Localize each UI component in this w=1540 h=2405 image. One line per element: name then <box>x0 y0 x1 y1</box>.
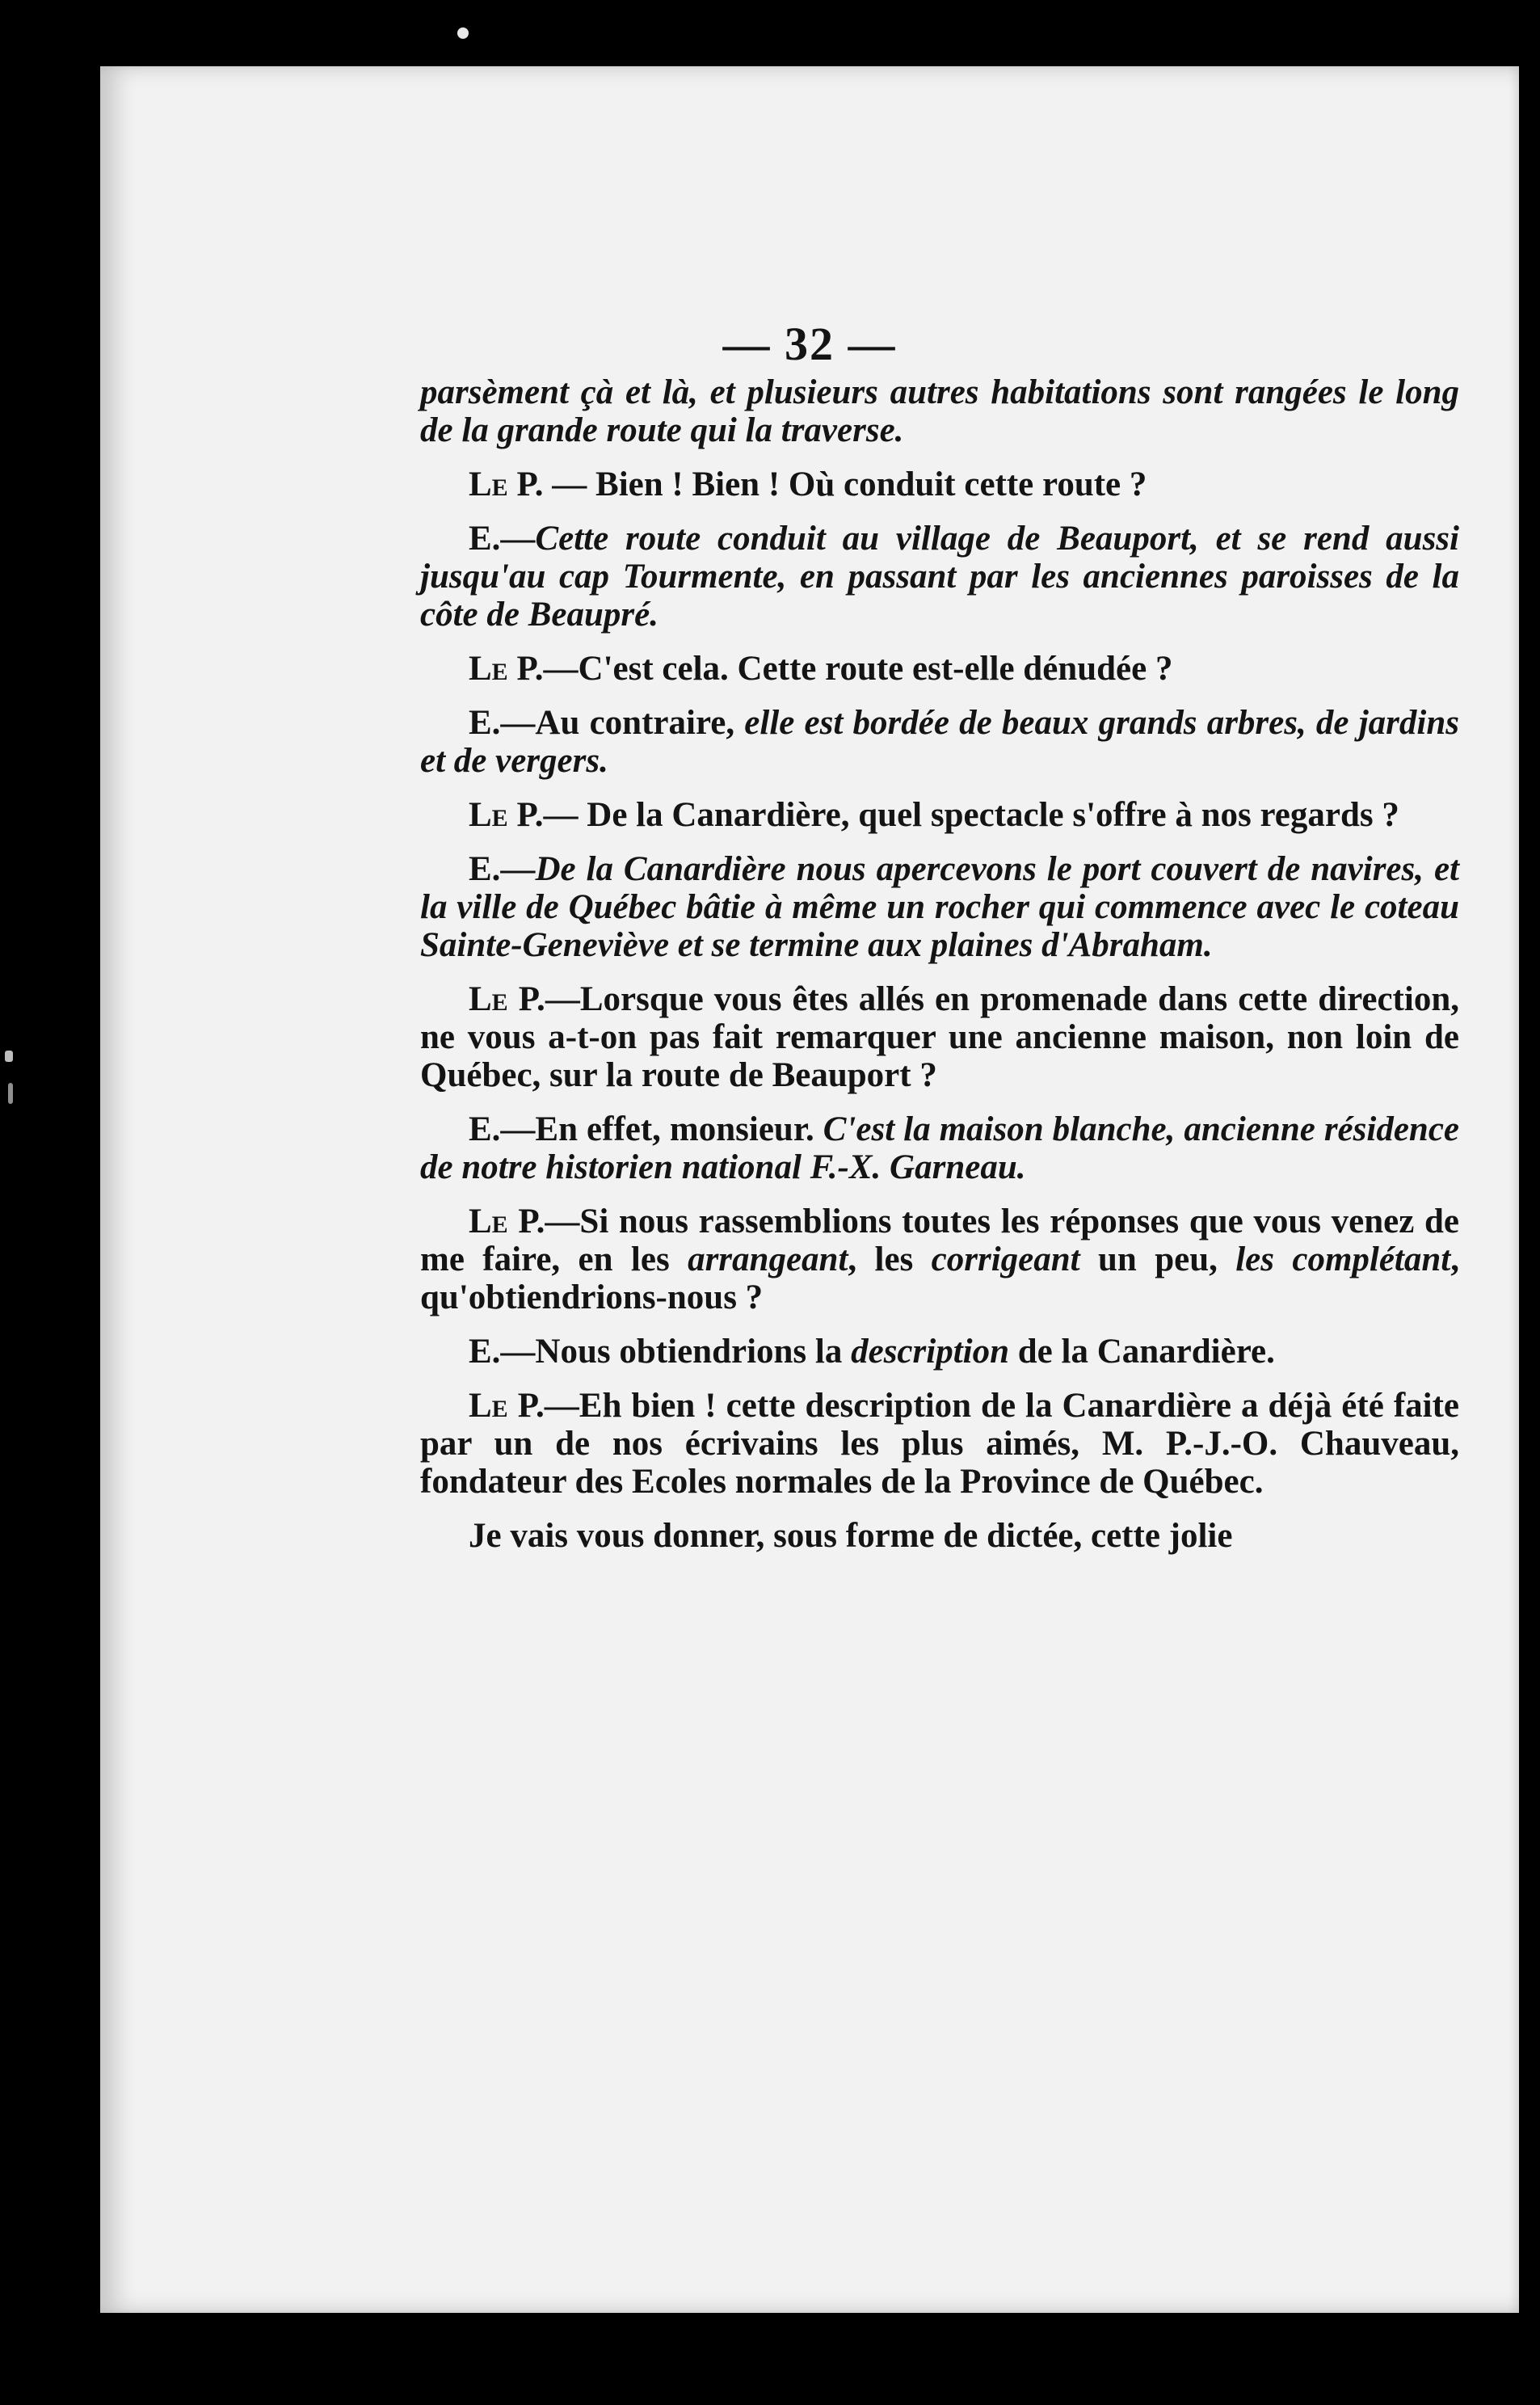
paragraph <box>420 796 1459 834</box>
text-run: , qu'obtiendrions-nous ? <box>420 1240 1459 1316</box>
text-run: —Eh bien ! cette description de la Canardière a déjà été faite par un de nos écrivains les plus aimés, M. P.-J.-O. Chauveau, fondateur des Ecoles normales de la Province de Québec. <box>420 1387 1459 1501</box>
text-run: E.—Nous obtiendrions la <box>469 1333 852 1371</box>
speaker-label: Le P. <box>469 980 545 1018</box>
italic-text: C'est la maison blanche, ancienne résidence de notre historien national F.-X. Garneau. <box>420 1110 1459 1186</box>
italic-text: parsèment çà et là, et plusieurs autres habitations sont rangées le long de la grande route qui la traverse. <box>420 373 1459 449</box>
italic-text: De la Canardière nous apercevons le port couvert de navires, et la ville de Québec bâtie à même un rocher qui commence avec le coteau Sainte-Geneviève et se termine aux plaines d'Abraham. <box>420 850 1459 964</box>
paragraph <box>420 980 1459 1094</box>
page-text <box>420 373 1459 1571</box>
text-run: — Bien ! Bien ! Où conduit cette route ? <box>543 465 1147 503</box>
paragraph <box>420 650 1459 688</box>
paragraph <box>420 465 1459 503</box>
paragraph <box>420 373 1459 449</box>
italic-text: arrangeant <box>688 1240 848 1278</box>
text-run: E.— <box>469 850 536 888</box>
scan-speck <box>5 1051 13 1062</box>
speaker-label: Le P. <box>469 465 544 503</box>
speaker-label: Le P. <box>469 650 544 688</box>
text-run: —Si nous rassemblions toutes les réponses que vous venez de me faire, en les <box>420 1202 1459 1278</box>
scan-speck <box>8 1083 13 1104</box>
italic-text: les complétant <box>1235 1240 1451 1278</box>
text-run: de la Canardière. <box>1009 1333 1275 1371</box>
italic-text: elle est bordée de beaux grands arbres, de jardins et de vergers. <box>420 704 1459 780</box>
italic-text: corrigeant <box>931 1240 1080 1278</box>
text-run: , les <box>848 1240 932 1278</box>
paragraph <box>420 704 1459 780</box>
text-run: E.—Au contraire, <box>469 704 745 742</box>
text-run: E.—En effet, monsieur. <box>469 1110 823 1148</box>
paragraph <box>420 1517 1459 1555</box>
scan-speck <box>457 27 469 39</box>
italic-text: description <box>851 1333 1010 1371</box>
text-run: — De la Canardière, quel spectacle s'offre à nos regards ? <box>543 796 1399 834</box>
text-run: E.— <box>469 520 536 558</box>
italic-text: Cette route conduit au village de Beauport, et se rend aussi jusqu'au cap Tourmente, en passant par les anciennes paroisses de la côte de Beaupré. <box>420 520 1459 634</box>
speaker-label: Le P. <box>469 796 544 834</box>
text-run: Je vais vous donner, sous forme de dictée, cette jolie <box>469 1517 1233 1555</box>
paragraph <box>420 850 1459 964</box>
paragraph <box>420 1202 1459 1316</box>
paragraph <box>420 1387 1459 1501</box>
speaker-label: Le P. <box>469 1202 545 1240</box>
text-run: —Lorsque vous êtes allés en promenade dans cette direction, ne vous a-t-on pas fait remarquer une ancienne maison, non loin de Québec, sur la route de Beauport ? <box>420 980 1459 1094</box>
paragraph <box>420 1110 1459 1186</box>
text-run: —C'est cela. Cette route est-elle dénudée ? <box>543 650 1173 688</box>
paragraph <box>420 1333 1459 1371</box>
page-number: — 32 — <box>722 318 897 370</box>
speaker-label: Le P. <box>469 1387 545 1425</box>
text-run: un peu, <box>1079 1240 1236 1278</box>
paragraph <box>420 520 1459 634</box>
